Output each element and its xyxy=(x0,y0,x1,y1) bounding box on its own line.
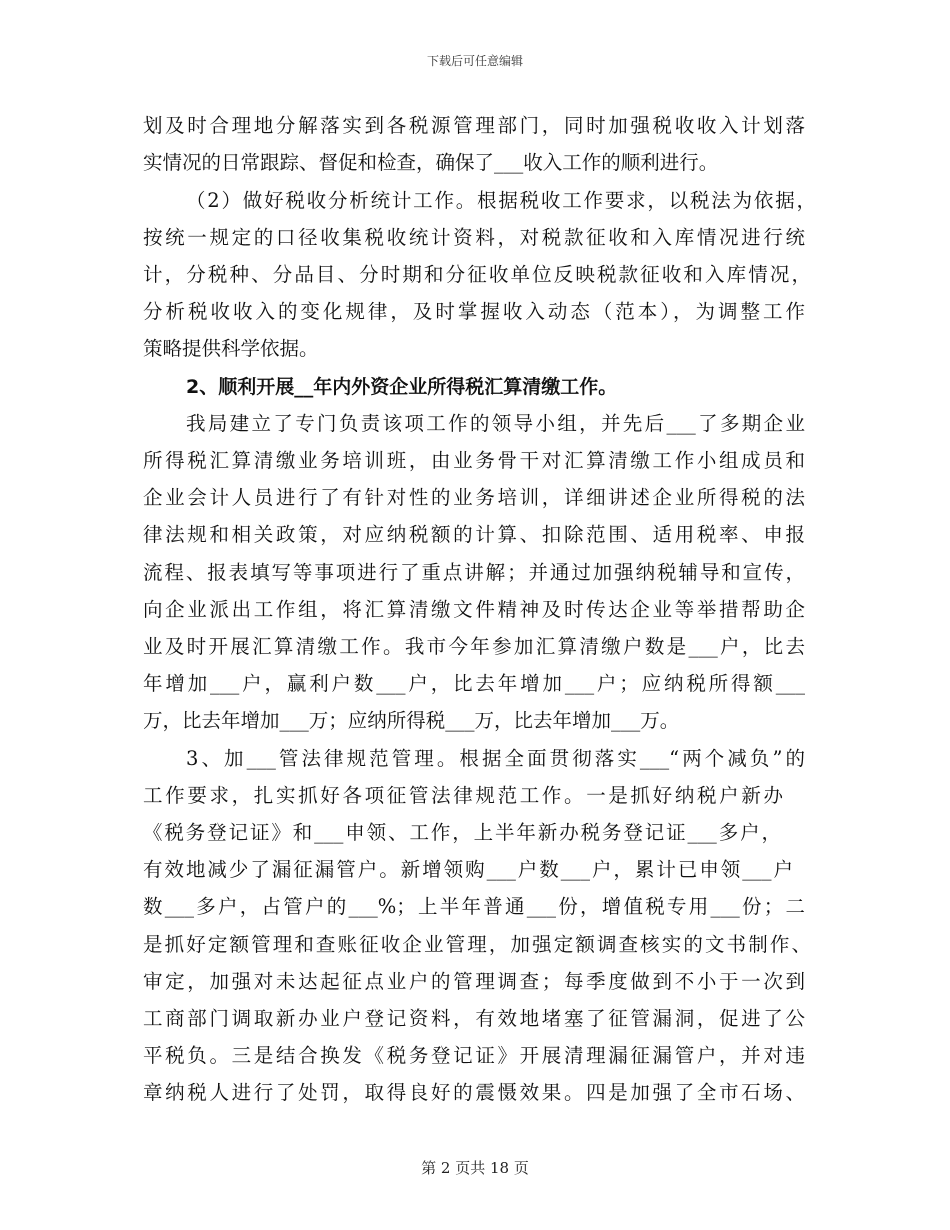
paragraph-line: 是抓好定额管理和查账征收企业管理，加强定额调查核实的文书制作、 xyxy=(143,933,811,956)
paragraph-line: 所得税汇算清缴业务培训班，由业务骨干对汇算清缴工作小组成员和 xyxy=(143,449,805,472)
paragraph-line: （2）做好税收分析统计工作。根据税收工作要求，以税法为依据， xyxy=(186,189,816,212)
paragraph-line: 审定，加强对未达起征点业户的管理调查；每季度做到不小于一次到 xyxy=(143,970,805,993)
paragraph-line: 向企业派出工作组，将汇算清缴文件精神及时传达企业等举措帮助企 xyxy=(143,598,805,621)
paragraph-line: 我局建立了专门负责该项工作的领导小组，并先后___了多期企业 xyxy=(186,412,805,435)
section-heading: 3、加___管法律规范管理。根据全面贯彻落实___“两个减负”的 xyxy=(186,747,805,770)
paragraph-line: 律法规和相关政策，对应纳税额的计算、扣除范围、适用税率、申报 xyxy=(143,523,805,546)
paragraph-line: 分析税收收入的变化规律，及时掌握收入动态（范本），为调整工作 xyxy=(143,300,805,323)
page-number: 第 2 页共 18 页 xyxy=(421,1159,529,1177)
paragraph-line: 有效地减少了漏征漏管户。新增领购___户数___户，累计已申领___户 xyxy=(143,858,793,881)
paragraph-line: 计，分税种、分品目、分时期和分征收单位反映税款征收和入库情况， xyxy=(143,263,811,286)
paragraph-line: 企业会计人员进行了有针对性的业务培训，详细讲述企业所得税的法 xyxy=(143,486,805,509)
paragraph-line: 划及时合理地分解落实到各税源管理部门，同时加强税收收入计划落 xyxy=(143,114,805,137)
paragraph-line: 工作要求，扎实抓好各项征管法律规范工作。一是抓好纳税户新办 xyxy=(143,784,783,807)
paragraph-line: 策略提供科学依据。 xyxy=(143,337,319,360)
paragraph-line: 年增加___户，赢利户数___户，比去年增加___户；应纳税所得额___ xyxy=(143,672,805,695)
paragraph-line: 业及时开展汇算清缴工作。我市今年参加汇算清缴户数是___户，比去 xyxy=(143,635,805,658)
paragraph-line: 章纳税人进行了处罚，取得良好的震慑效果。四是加强了全市石场、 xyxy=(143,1081,805,1104)
page-header-note: 下载后可任意编辑 xyxy=(426,54,523,68)
paragraph-line: 实情况的日常跟踪、督促和检查，确保了___收入工作的顺利进行。 xyxy=(143,151,719,174)
paragraph-line: 工商部门调取新办业户登记资料，有效地堵塞了征管漏洞，促进了公 xyxy=(143,1007,805,1030)
paragraph-line: 《税务登记证》和___申领、工作，上半年新办税务登记证___多户， xyxy=(143,821,781,844)
paragraph-line: 万，比去年增加___万；应纳所得税___万，比去年增加___万。 xyxy=(143,709,680,732)
paragraph-line: 按统一规定的口径收集税收统计资料，对税款征收和入库情况进行统 xyxy=(143,226,805,249)
section-heading: 2、顺利开展__年内外资企业所得税汇算清缴工作。 xyxy=(186,376,618,398)
paragraph-line: 平税负。三是结合换发《税务登记证》开展清理漏征漏管户，并对违 xyxy=(143,1044,805,1067)
paragraph-line: 数___多户，占管户的___%；上半年普通___份，增值税专用___份；二 xyxy=(143,895,805,918)
paragraph-line: 流程、报表填写等事项进行了重点讲解；并通过加强纳税辅导和宣传， xyxy=(143,561,805,584)
